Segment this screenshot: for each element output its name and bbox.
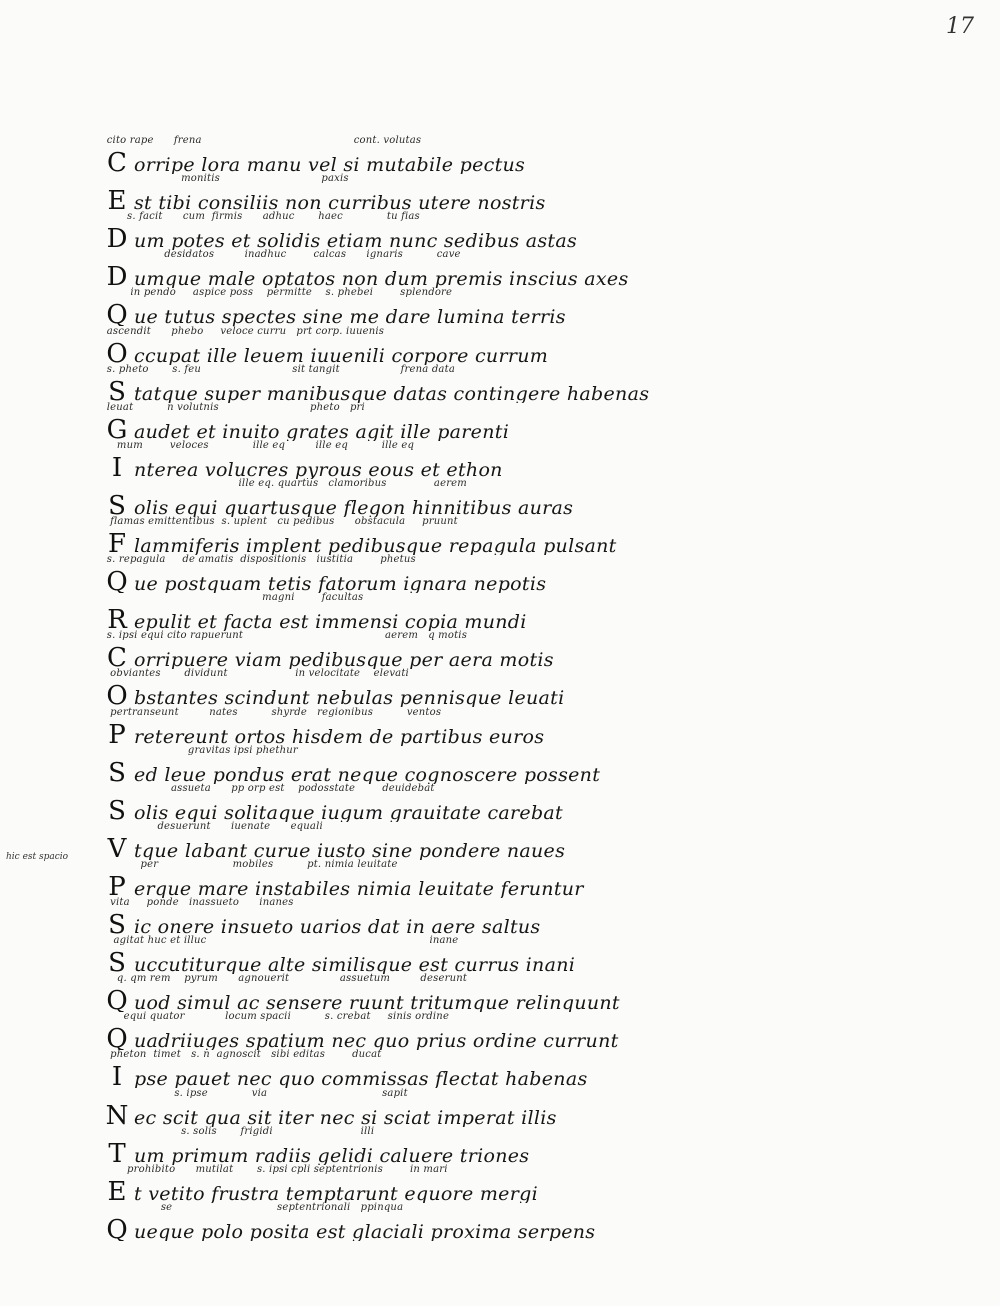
verse-line — [100, 973, 980, 1013]
verse-line — [100, 402, 980, 442]
verse-line — [100, 326, 980, 366]
verse-initial: Q — [106, 1214, 128, 1241]
verse-initial: R — [107, 605, 127, 632]
verse-text: orripe lora manu vel si mutabile pectus — [134, 154, 526, 174]
verse-text: umque male optatos non dum premis inscius axes — [134, 268, 629, 289]
verse-text-row — [100, 1139, 980, 1165]
verse-initial: D — [106, 262, 128, 289]
interlinear-gloss: s. solis frigidi illi — [100, 1125, 375, 1137]
interlinear-gloss: pertranseunt nates shyrde regionibus ventos — [100, 706, 442, 718]
interlinear-gloss: s. pheto s. feu sit tangit frena data — [100, 363, 455, 375]
verse-text-row — [100, 1101, 980, 1127]
verse-line — [100, 1202, 980, 1242]
verse-line — [100, 1011, 980, 1051]
verse-text: pse pauet nec quo commissas flectat habenas — [134, 1068, 588, 1089]
interlinear-gloss: s. repagula de amatis dispositionis iustitia phetus — [100, 554, 416, 566]
verse-text-row — [100, 1062, 980, 1088]
verse-line — [100, 211, 980, 251]
verse-text-row — [100, 148, 980, 174]
interlinear-gloss: se septentrionali ppinqua — [100, 1201, 404, 1213]
verse-text-row — [100, 834, 980, 860]
verse-text: olis equi quartusque flegon hinnitibus auras — [134, 496, 574, 517]
interlinear-gloss: ille eq. quartus clamoribus aerem — [100, 477, 467, 489]
verse-text: ueque polo posita est glaciali proxima serpens — [134, 1220, 596, 1241]
interlinear-gloss: agitat huc et illuc inane — [100, 935, 459, 947]
verse-text-row — [100, 224, 980, 250]
verse-text: um potes et solidis etiam nunc sedibus astas — [134, 230, 578, 251]
verse-initial: Q — [106, 986, 128, 1013]
verse-text: olis equi solitaque iugum grauitate carebat — [134, 801, 563, 822]
verse-text-row — [100, 377, 980, 403]
verse-line — [100, 364, 980, 404]
verse-text-row — [100, 1024, 980, 1050]
verse-line — [100, 745, 980, 785]
verse-line — [100, 707, 980, 747]
verse-text: ed leue pondus erat neque cognoscere possent — [134, 763, 601, 784]
verse-line — [100, 135, 980, 175]
verse-initial: S — [108, 490, 126, 517]
verse-line — [100, 1049, 980, 1089]
verse-text-row — [100, 643, 980, 669]
verse-text: nterea volucres pyrous eous et ethon — [134, 458, 503, 479]
verse-initial: Q — [106, 567, 128, 594]
interlinear-gloss: obviantes dividunt in velocitate elevati — [100, 668, 409, 680]
interlinear-gloss: q. qm rem pyrum agnouerit assuetum deserunt — [100, 973, 468, 985]
verse-line — [100, 554, 980, 594]
verse-line — [100, 1088, 980, 1128]
verse-text: t vetito frustra temptarunt equore mergi — [134, 1182, 538, 1203]
verse-initial: I — [111, 452, 123, 479]
interlinear-gloss: ascendit phebo veloce curru prt corp. iuuenis — [100, 325, 385, 337]
verse-initial: E — [107, 1176, 127, 1203]
verse-text-row — [100, 986, 980, 1012]
interlinear-gloss: desuerunt iuenate equali — [100, 820, 323, 832]
verse-initial: O — [106, 681, 128, 708]
verse-text-row — [100, 1215, 980, 1241]
verse-initial: N — [105, 1100, 129, 1127]
verse-initial: S — [108, 795, 126, 822]
verse-text-row — [100, 453, 980, 479]
verse-line — [100, 516, 980, 556]
interlinear-gloss: mum veloces ille eq ille eq ille eq — [100, 439, 415, 451]
verse-text-row — [100, 796, 980, 822]
verse-line — [100, 859, 980, 899]
verse-line — [100, 783, 980, 823]
verse-text: ue postquam tetis fatorum ignara nepotis — [134, 573, 547, 594]
verse-text-row — [100, 910, 980, 936]
verse-line — [100, 478, 980, 518]
verse-line — [100, 287, 980, 327]
margin-note: hic est spacio — [6, 852, 69, 862]
interlinear-gloss: cito rape frena cont. volutas — [100, 135, 422, 146]
verse-line — [100, 173, 980, 213]
interlinear-gloss: leuat n volutnis pheto pri — [100, 401, 365, 413]
verse-text: retereunt ortos hisdem de partibus euros — [134, 725, 545, 746]
verse-line — [100, 630, 980, 670]
verse-initial: V — [107, 833, 127, 860]
interlinear-gloss: equi quator locum spacii s. crebat sinis ordine — [100, 1011, 450, 1023]
verse-initial: S — [108, 757, 126, 784]
verse-text-row — [100, 681, 980, 707]
verse-text-row — [100, 491, 980, 517]
interlinear-gloss: assueta pp orp est podosstate deuidebat — [100, 782, 435, 794]
verse-text: orripuere viam pedibusque per aera motis — [134, 649, 554, 670]
verse-initial: Q — [106, 1024, 128, 1051]
verse-text: bstantes scindunt nebulas pennisque leuati — [134, 687, 565, 708]
verse-initial: S — [108, 910, 126, 936]
verse-text-row — [100, 758, 980, 784]
interlinear-gloss: vita ponde inassueto inanes — [100, 897, 294, 908]
verse-line — [100, 249, 980, 289]
interlinear-gloss: desidatos inadhuc calcas ignaris cave — [100, 249, 461, 261]
verse-text-row — [100, 872, 980, 898]
verse-line — [100, 935, 980, 975]
verse-text-row — [100, 415, 980, 441]
verse-text: um primum radiis gelidi caluere triones — [134, 1144, 530, 1165]
verse-text: tatque super manibusque datas contingere habenas — [134, 382, 650, 403]
verse-initial: S — [108, 948, 126, 975]
verse-text-row — [100, 300, 980, 326]
verse-text: ic onere insueto uarios dat in aere saltus — [134, 916, 541, 936]
verse-line — [100, 592, 980, 632]
verse-line — [100, 1164, 980, 1204]
verse-text: ec scit qua sit iter nec si sciat imperat illis — [134, 1106, 557, 1127]
interlinear-gloss: in pendo aspice poss permitte s. phebei splendore — [100, 287, 453, 299]
verse-text-row — [100, 262, 980, 288]
verse-text-row — [100, 720, 980, 746]
verse-initial: C — [107, 148, 127, 174]
interlinear-gloss: s. ipsi equi cito rapuerunt aerem q motis — [100, 630, 468, 642]
verse-text: uccutiturque alte similisque est currus inani — [134, 954, 576, 975]
verse-initial: G — [106, 414, 128, 441]
interlinear-gloss: flamas emittentibus s. uplent cu pedibus obstacula pruunt — [100, 516, 458, 527]
verse-text-row — [100, 1177, 980, 1203]
verse-initial: I — [111, 1062, 123, 1089]
verse-line — [100, 821, 980, 861]
interlinear-gloss: per mobiles pt. nimia leuitate — [100, 858, 398, 870]
interlinear-gloss: pheton timet s. n agnoscit sibi editas ducat — [100, 1049, 382, 1061]
interlinear-gloss: s. facit cum firmis adhuc haec tu fias — [100, 211, 420, 223]
verse-text: st tibi consiliis non curribus utere nostris — [134, 192, 546, 213]
verse-initial: S — [108, 376, 126, 403]
interlinear-gloss: s. ipse via sapit — [100, 1087, 408, 1099]
folio-number: 17 — [946, 14, 974, 39]
verse-initial: F — [107, 529, 127, 555]
verse-text-row — [100, 605, 980, 631]
verse-initial: E — [107, 186, 127, 213]
verse-initial: O — [106, 338, 128, 365]
verse-text-row — [100, 529, 980, 555]
verse-text: lammiferis implent pedibusque repagula pulsant — [134, 535, 617, 555]
verse-text: erque mare instabiles nimia leuitate feruntur — [134, 877, 584, 898]
interlinear-gloss: magni facultas — [100, 592, 364, 604]
verse-initial: P — [108, 719, 126, 746]
verse-text: epulit et facta est immensi copia mundi — [134, 611, 527, 632]
verse-text-row — [100, 186, 980, 212]
verse-line — [100, 440, 980, 480]
verse-line — [100, 1126, 980, 1166]
verse-initial: T — [108, 1138, 126, 1165]
verse-initial: D — [106, 224, 128, 251]
interlinear-gloss: prohibito mutilat s. ipsi cpli septentrionis in mari — [100, 1163, 448, 1175]
verse-text: tque labant curue iusto sine pondere naues — [134, 839, 566, 860]
verse-initial: Q — [106, 300, 128, 327]
verse-text-row — [100, 339, 980, 365]
verse-text: audet et inuito grates agit ille parenti — [134, 420, 510, 441]
interlinear-gloss: gravitas ipsi phethur — [100, 744, 298, 756]
verse-text-row — [100, 948, 980, 974]
verse-text: ue tutus spectes sine me dare lumina terris — [134, 306, 566, 327]
verse-initial: P — [108, 871, 126, 898]
verse-text: ccupat ille leuem iuuenili corpore currum — [134, 344, 549, 365]
verse-text: uadriiuges spatium nec quo prius ordine currunt — [134, 1030, 619, 1051]
verse-line — [100, 668, 980, 708]
verse-initial: C — [107, 643, 127, 670]
verse-text-row — [100, 567, 980, 593]
verse-text: uod simul ac sensere ruunt tritumque relinquunt — [134, 992, 620, 1013]
verse-line — [100, 897, 980, 937]
interlinear-gloss: monitis paxis — [100, 173, 349, 185]
